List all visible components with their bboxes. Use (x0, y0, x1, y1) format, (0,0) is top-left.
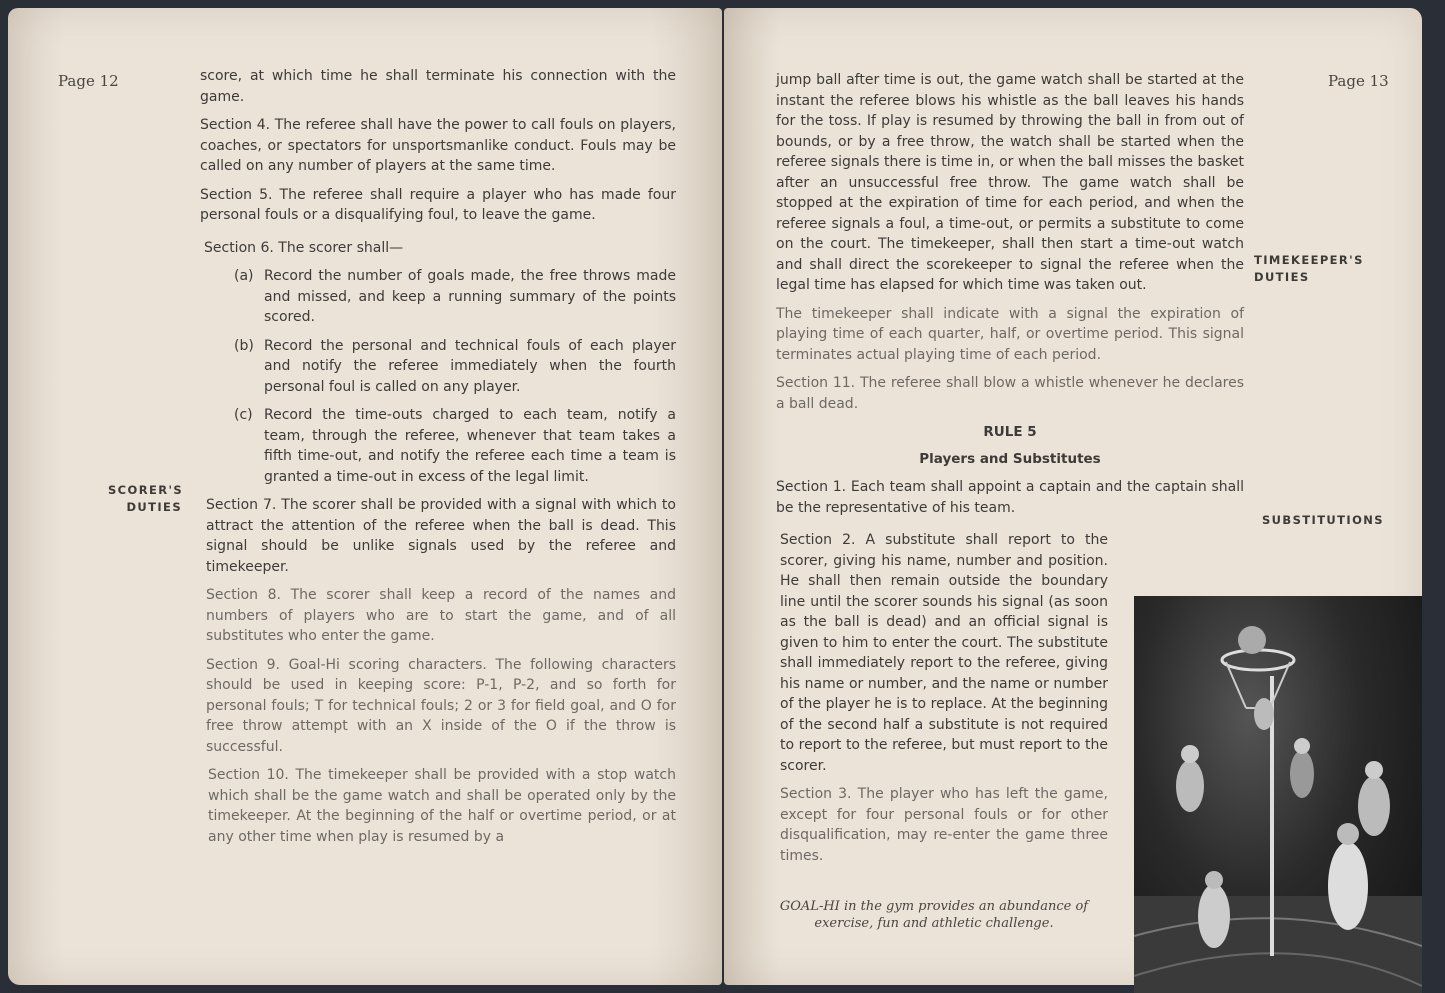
substitutions-heading: SUBSTITUTIONS (1262, 513, 1384, 527)
right-text-column (776, 70, 1244, 526)
section-6-intro: Section 6. The scorer shall— (204, 239, 404, 256)
rule-title: RULE 5 (983, 424, 1037, 440)
intro-paragraph: score, at which time he shall terminate his connection with the game. (200, 68, 676, 105)
list-item: (c) Record the time-outs charged to each team, notify a team, through the referee, whenever that team takes a fifth time-out, and notify the referee each time a team is granted a time-out in excess of the legal limit. (234, 407, 676, 485)
section-10: Section 10. The timekeeper shall be provided with a stop watch which shall be the game watch and shall be operated only by the timekeeper. At the beginning of the half or overtime period, or at any other time when play is resumed by a (208, 767, 676, 845)
section-11: Section 11. The referee shall blow a whistle whenever he declares a ball dead. (776, 375, 1244, 412)
section-9: Section 9. Goal-Hi scoring characters. The following characters should be used in keeping score: P-1, P-2, and so forth for personal fouls; T for technical fouls; 2 or 3 for field goal, and O for free throw attempt with an X inside of the O if the throw is successful. (206, 656, 676, 755)
list-item: (a) Record the number of goals made, the free throws made and missed, and keep a running summary of the points scored. (234, 268, 676, 325)
signal-paragraph: The timekeeper shall indicate with a signal the expiration of playing time of each quarter, half, or overtime period. This signal terminates actual playing time of each period. (776, 305, 1244, 363)
section-7: Section 7. The scorer shall be provided with a signal with which to attract the attention of the referee when the ball is dead. This signal should be unlike signals used by the referee and timekeeper. (206, 497, 676, 575)
left-text-column (200, 66, 676, 855)
page-number-left: Page 12 (58, 72, 119, 90)
gym-photo-illustration (1134, 596, 1422, 993)
scorers-duties-heading: SCORER'S DUTIES (108, 483, 184, 514)
continued-paragraph: jump ball after time is out, the game watch shall be started at the instant the referee blows his whistle as the ball leaves his hands for the toss. If play is resumed by throwing the ball in from out of bounds, or by a free throw, the watch shall be started when the referee signals there is time in, or when the ball misses the basket after an unsuccessful free throw. The game watch shall be stopped at the expiration of time for each period, and when the referee signals a foul, a time-out, or permits a substitute to come on the court. The timekeeper, shall then start a time-out watch and shall direct the scorekeeper to signal the referee when the legal time has elapsed for which time was taken out. (776, 72, 1244, 293)
rule-section-2: Section 2. A substitute shall report to the scorer, giving his name, number and position. He shall then remain outside the boundary line until the scorer sounds his signal (as soon as the ball is dead) and an official signal is given to him to enter the court. The substitute shall immediately report to the referee, giving his name or number, and the name or number of the player he is to replace. At the beginning of the second half a substitute is not required to report to the referee, but must report to the scorer. (780, 532, 1108, 774)
rule-section-1: Section 1. Each team shall appoint a captain and the captain shall be the representative of his team. (776, 479, 1244, 516)
section-5: Section 5. The referee shall require a player who has made four personal fouls or a disqualifying foul, to leave the game. (200, 186, 676, 223)
right-lower-column (780, 530, 1108, 874)
list-item: (b) Record the personal and technical fouls of each player and notify the referee immediately when the fourth personal foul is called on any player. (234, 337, 676, 395)
left-page (8, 8, 722, 985)
section-8: Section 8. The scorer shall keep a record of the names and numbers of players who are to start the game, and of all substitutes who enter the game. (206, 587, 676, 644)
rule-subtitle: Players and Substitutes (919, 450, 1101, 467)
right-page (724, 8, 1422, 985)
page-number-right: Page 13 (1328, 72, 1389, 90)
timekeepers-duties-heading: TIMEKEEPER'S DUTIES (1254, 253, 1364, 284)
gym-photo (1134, 596, 1422, 993)
section-4: Section 4. The referee shall have the power to call fouls on players, coaches, or spectators for unsportsmanlike conduct. Fouls may be called on any number of players at the same time. (200, 117, 676, 174)
photo-caption: GOAL-HI in the gym provides an abundance of exercise, fun and athletic challenge. (779, 899, 1089, 931)
rule-section-3: Section 3. The player who has left the game, except for four personal fouls or for other disqualification, may re-enter the game three times. (780, 786, 1108, 864)
